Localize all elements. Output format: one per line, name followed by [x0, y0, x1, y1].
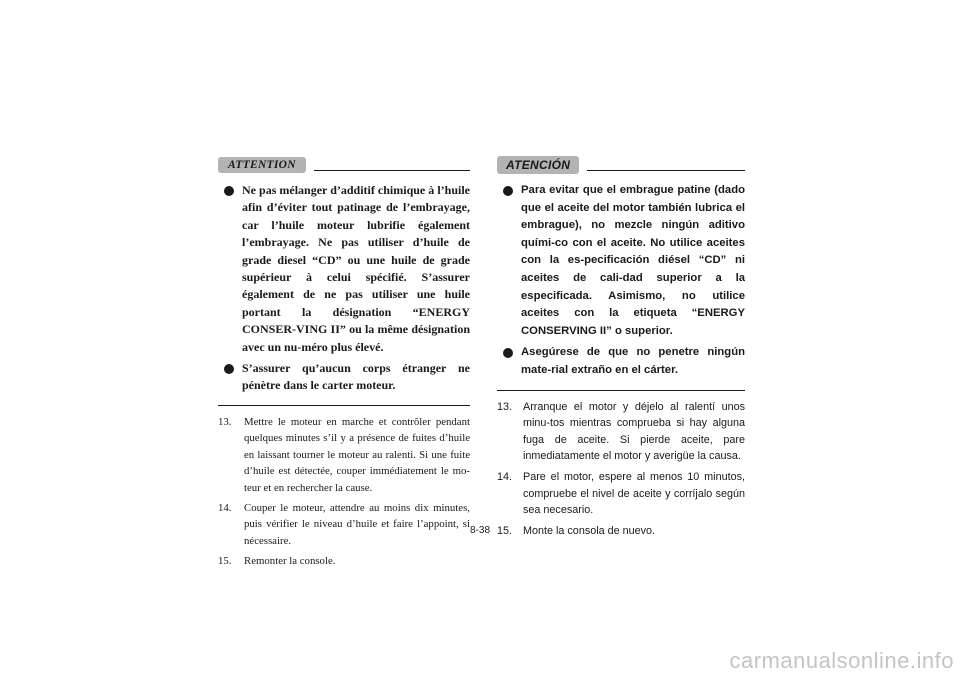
caution-header: [497, 153, 745, 177]
step-list: [497, 399, 745, 540]
page-number: 8-38: [470, 525, 491, 536]
bullet-text: Asegúrese de que no penetre ningún mate-rial extraño en el cárter.: [521, 346, 745, 376]
step-item: [218, 500, 470, 549]
step-text: Remonter la console.: [244, 555, 336, 568]
bullet-text: S’assurer qu’aucun corps étranger ne pénètre dans le carter moteur.: [242, 361, 470, 393]
step-text: Monte la consola de nuevo.: [523, 524, 656, 537]
step-item: [497, 469, 745, 519]
bullet-icon: [503, 348, 513, 358]
bullet-icon: [224, 186, 234, 196]
caution-title: ATTENTION: [218, 157, 306, 173]
bullet-text: Para evitar que el embrague patine (dado que el aceite del motor también lubrica el embrague), no mezcle ningún aditivo quími-co con el aceite. No utilice aceites con la es-pecificación diésel “CD” ni aceites de cali-dad superior a la especificada. Asimismo, no utilice aceites con la etiqueta “ENERGY CONSERVING II” o superior.: [521, 184, 745, 337]
caution-title: ATENCIÓN: [497, 156, 579, 174]
watermark: carmanualsonline.info: [729, 648, 954, 673]
step-text: Mettre le moteur en marche et contrôler pendant quelques minutes s’il y a présence de fuites d’huile en laissant tourner le moteur au ralenti. Si une fuite d’huile est détectée, couper immédiatement le mo-teur et en rechercher la cause.: [244, 415, 470, 494]
caution-bullet: [497, 182, 745, 340]
french-column: [218, 153, 470, 574]
caution-box: [218, 177, 470, 406]
step-number: 13.: [218, 415, 232, 428]
step-list: [218, 414, 470, 570]
caution-box: [497, 177, 745, 391]
bullet-icon: [503, 186, 513, 196]
step-text: Pare el motor, espere al menos 10 minutos, compruebe el nivel de aceite y corríjalo según sea necesario.: [523, 470, 745, 517]
caution-bullet: [218, 360, 470, 395]
step-item: [218, 414, 470, 496]
step-number: 15.: [497, 524, 513, 537]
bullet-text: Ne pas mélanger d’additif chimique à l’huile afin d’éviter tout patinage de l’embrayage, car l’huile moteur lubrifie également l’embrayage. Ne pas utiliser d’huile de grade diesel “CD” ou une huile de grade supérieur à celui spécifié. S’assurer également de ne pas utiliser une huile portant la désignation “ENERGY CONSER-VING II” ou la même désignation avec un nu-méro plus élevé.: [242, 183, 470, 354]
step-item: [497, 523, 745, 540]
step-number: 14.: [497, 470, 513, 483]
caution-header: [218, 153, 470, 177]
step-number: 14.: [218, 501, 232, 514]
spanish-column: [497, 153, 745, 543]
step-number: 15.: [218, 555, 232, 568]
header-rule: [314, 170, 470, 171]
step-text: Arranque el motor y déjelo al ralentí unos minu-tos mientras comprueba si hay alguna fuga de aceite. Si pierde aceite, pare inmediatamente el motor y averigüe la causa.: [523, 400, 745, 463]
bullet-icon: [224, 364, 234, 374]
step-item: [497, 399, 745, 465]
step-text: Couper le moteur, attendre au moins dix minutes, puis vérifier le niveau d’huile et faire l’appoint, si nécessaire.: [244, 501, 470, 547]
step-item: [218, 553, 470, 569]
step-number: 13.: [497, 400, 513, 413]
caution-bullet: [497, 344, 745, 379]
header-rule: [587, 170, 745, 171]
caution-bullet: [218, 182, 470, 356]
